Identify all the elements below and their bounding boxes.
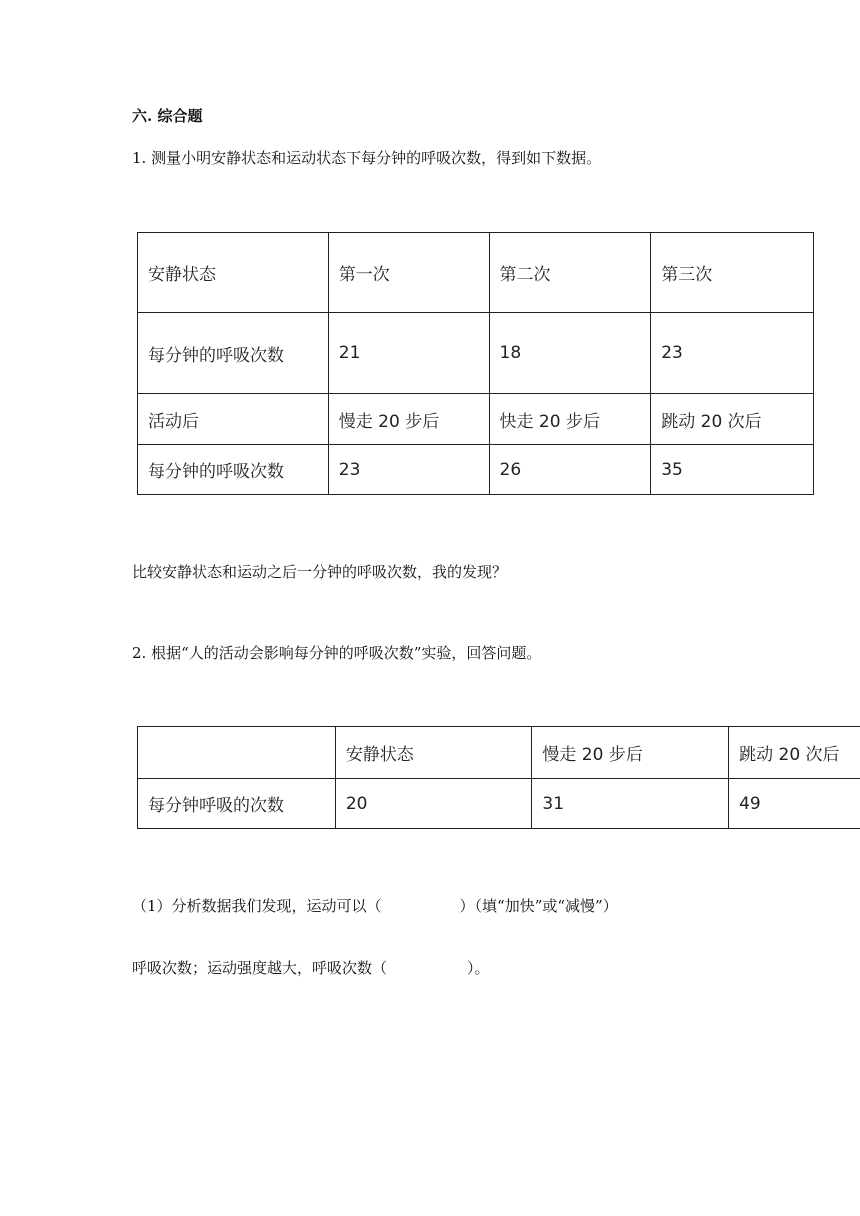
table-cell: 跳动 20 次后 <box>651 394 814 445</box>
table-cell: 26 <box>489 445 651 495</box>
table-cell: 31 <box>532 779 729 829</box>
table-cell <box>138 727 336 779</box>
table-cell: 21 <box>328 313 489 394</box>
table-cell: 每分钟的呼吸次数 <box>138 445 329 495</box>
table-cell: 慢走 20 步后 <box>328 394 489 445</box>
table-cell: 49 <box>729 779 860 829</box>
table-cell: 第二次 <box>489 233 651 313</box>
question-2-sub1-line1 <box>132 896 618 916</box>
table-cell: 每分钟呼吸的次数 <box>138 779 336 829</box>
sub1-text-b: ）（填“加快”或“减慢”） <box>459 897 618 915</box>
table-cell: 活动后 <box>138 394 329 445</box>
table-cell: 安静状态 <box>335 727 532 779</box>
table-row <box>138 233 814 313</box>
question-2-prompt: 2. 根据“人的活动会影响每分钟的呼吸次数”实验，回答问题。 <box>132 644 542 662</box>
table-cell: 20 <box>335 779 532 829</box>
table-cell: 23 <box>328 445 489 495</box>
table-cell: 第三次 <box>651 233 814 313</box>
question-1-prompt: 1. 测量小明安静状态和运动状态下每分钟的呼吸次数，得到如下数据。 <box>132 149 602 167</box>
question-2-sub1-line2 <box>132 958 490 978</box>
table-cell: 快走 20 步后 <box>489 394 651 445</box>
table-cell: 慢走 20 步后 <box>532 727 729 779</box>
table-cell: 安静状态 <box>138 233 329 313</box>
breathing-data-table-1 <box>137 232 814 495</box>
table-cell: 第一次 <box>328 233 489 313</box>
table-row <box>138 394 814 445</box>
table-cell: 每分钟的呼吸次数 <box>138 313 329 394</box>
table-cell: 23 <box>651 313 814 394</box>
table-row <box>138 779 860 829</box>
sub1-text-d: ）。 <box>467 959 490 977</box>
sub1-text-a: （1）分析数据我们发现，运动可以（ <box>132 897 382 915</box>
table-cell: 35 <box>651 445 814 495</box>
table-cell: 跳动 20 次后 <box>729 727 860 779</box>
sub1-text-c: 呼吸次数；运动强度越大，呼吸次数（ <box>132 959 388 977</box>
table-row <box>138 313 814 394</box>
section-title: 六. 综合题 <box>132 107 203 125</box>
table-row <box>138 727 860 779</box>
breathing-data-table-2 <box>137 726 860 829</box>
table-row <box>138 445 814 495</box>
question-1-followup: 比较安静状态和运动之后一分钟的呼吸次数，我的发现？ <box>132 563 508 581</box>
table-cell: 18 <box>489 313 651 394</box>
